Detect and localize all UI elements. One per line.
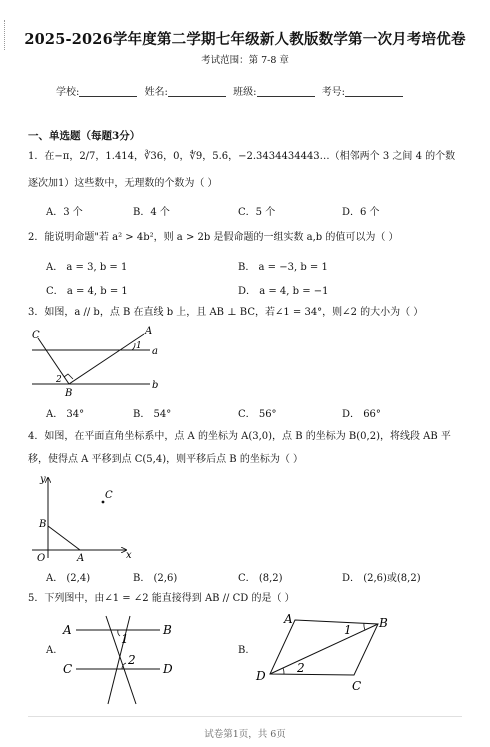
- name-label: 姓名:: [144, 87, 168, 98]
- exam-scope: 考试范围：第 7-8 章: [201, 55, 289, 66]
- q3-option-c[interactable]: C． 56°: [238, 409, 277, 420]
- label-a: A: [77, 553, 85, 562]
- q3-parallel-lines-figure: [28, 324, 163, 400]
- q2-option-a[interactable]: A． a = 3, b = 1: [46, 262, 128, 273]
- label-a: A: [63, 623, 72, 637]
- q3-option-b[interactable]: B． 54°: [133, 409, 172, 420]
- q1-option-c[interactable]: C．5 个: [238, 207, 276, 218]
- number-label: 考号:: [321, 87, 346, 98]
- q5-figure-a: [60, 612, 185, 710]
- q4-option-b[interactable]: B． (2,6): [133, 573, 178, 584]
- label-b: B: [379, 616, 388, 630]
- q3-option-d[interactable]: D． 66°: [342, 409, 381, 420]
- label-line-b: b: [152, 380, 159, 391]
- q4-option-a[interactable]: A． (2,4): [46, 573, 91, 584]
- class-blank[interactable]: [257, 86, 315, 97]
- q4-option-c[interactable]: C． (8,2): [238, 573, 283, 584]
- label-angle-2: 2: [128, 653, 136, 667]
- school-blank[interactable]: [79, 86, 137, 97]
- page-footer: 试卷第1页，共 6页: [204, 729, 286, 740]
- label-c: C: [63, 662, 73, 676]
- label-o: O: [37, 553, 46, 562]
- segment-ba: [69, 334, 144, 384]
- q2-option-c[interactable]: C． a = 4, b = 1: [46, 286, 128, 297]
- segment-ab: [48, 526, 80, 550]
- q1-option-d[interactable]: D．6 个: [342, 207, 380, 218]
- q4-coordinate-figure: [28, 472, 140, 562]
- label-b: B: [39, 519, 47, 530]
- angle-2-arc: [283, 668, 284, 674]
- label-b: B: [163, 623, 172, 637]
- angle-1-arc: [118, 630, 120, 636]
- question-3-line1: 3．如图，a // b，点 B 在直线 b 上，且 AB ⊥ BC，若∠1 = 34°，则∠2 的大小为（ ）: [28, 307, 424, 318]
- label-angle-1: 1: [344, 623, 352, 637]
- label-d: D: [163, 662, 173, 676]
- q1-option-a[interactable]: A．3 个: [46, 207, 83, 218]
- q4-option-d[interactable]: D． (2,6)或(8,2): [342, 573, 421, 584]
- label-a: A: [145, 326, 153, 337]
- q1-option-b[interactable]: B．4 个: [133, 207, 170, 218]
- number-blank[interactable]: [345, 86, 403, 97]
- point-c: [102, 501, 105, 504]
- section-heading: 一、单选题（每题3分）: [28, 130, 141, 142]
- transversal-2: [108, 616, 130, 704]
- q2-option-b[interactable]: B． a = −3, b = 1: [238, 262, 328, 273]
- class-label: 班级:: [233, 87, 257, 98]
- label-angle-1: 1: [136, 341, 142, 351]
- label-c: C: [105, 490, 113, 501]
- name-blank[interactable]: [168, 86, 226, 97]
- question-5-line1: 5．下列图中，由∠1 = ∠2 能直接得到 AB // CD 的是（ ）: [28, 593, 295, 604]
- label-c: C: [32, 330, 40, 341]
- school-label: 学校:: [56, 87, 80, 98]
- label-a: A: [284, 612, 293, 626]
- label-angle-2: 2: [297, 661, 305, 675]
- q2-option-d[interactable]: D． a = 4, b = −1: [238, 286, 329, 297]
- footer-divider: [28, 716, 462, 717]
- label-c: C: [352, 679, 362, 693]
- label-x: x: [126, 550, 132, 561]
- question-2-line1: 2．能说明命题"若 a² > 4b²，则 a > 2b 是假命题的一组实数 a,b 的值可以为（ ）: [28, 232, 399, 243]
- label-angle-1: 1: [121, 632, 129, 646]
- question-4-line2: 移，使得点 A 平移到点 C(5,4)，则平移后点 B 的坐标为（ ）: [28, 454, 303, 465]
- angle-1-arc: [132, 343, 135, 350]
- q5-option-b[interactable]: B.: [238, 645, 249, 656]
- exam-title: 2025-2026学年度第二学期七年级新人教版数学第一次月考培优卷: [24, 31, 466, 48]
- label-b: B: [65, 388, 73, 399]
- label-line-a: a: [152, 346, 158, 357]
- student-info-row: [56, 83, 456, 98]
- label-d: D: [256, 669, 266, 683]
- angle-1-arc: [364, 623, 365, 630]
- question-1-line1: 1．在−π，2/7，1.414，∛36，0，∜9，5.6̇，−2.3434434443…（相邻两个 3 之间 4 的个数: [28, 151, 456, 162]
- label-angle-2: 2: [56, 375, 62, 385]
- question-4-line1: 4．如图，在平面直角坐标系中，点 A 的坐标为 A(3,0)，点 B 的坐标为 B(0,2)，将线段 AB 平: [28, 431, 451, 442]
- label-y: y: [40, 474, 46, 485]
- q3-option-a[interactable]: A． 34°: [46, 409, 85, 420]
- diagonal-bd: [270, 624, 378, 674]
- question-1-line2: 逐次加1）这些数中，无理数的个数为（ ）: [28, 178, 218, 189]
- q5-option-a[interactable]: A.: [46, 645, 57, 656]
- q5-figure-b: [252, 612, 397, 694]
